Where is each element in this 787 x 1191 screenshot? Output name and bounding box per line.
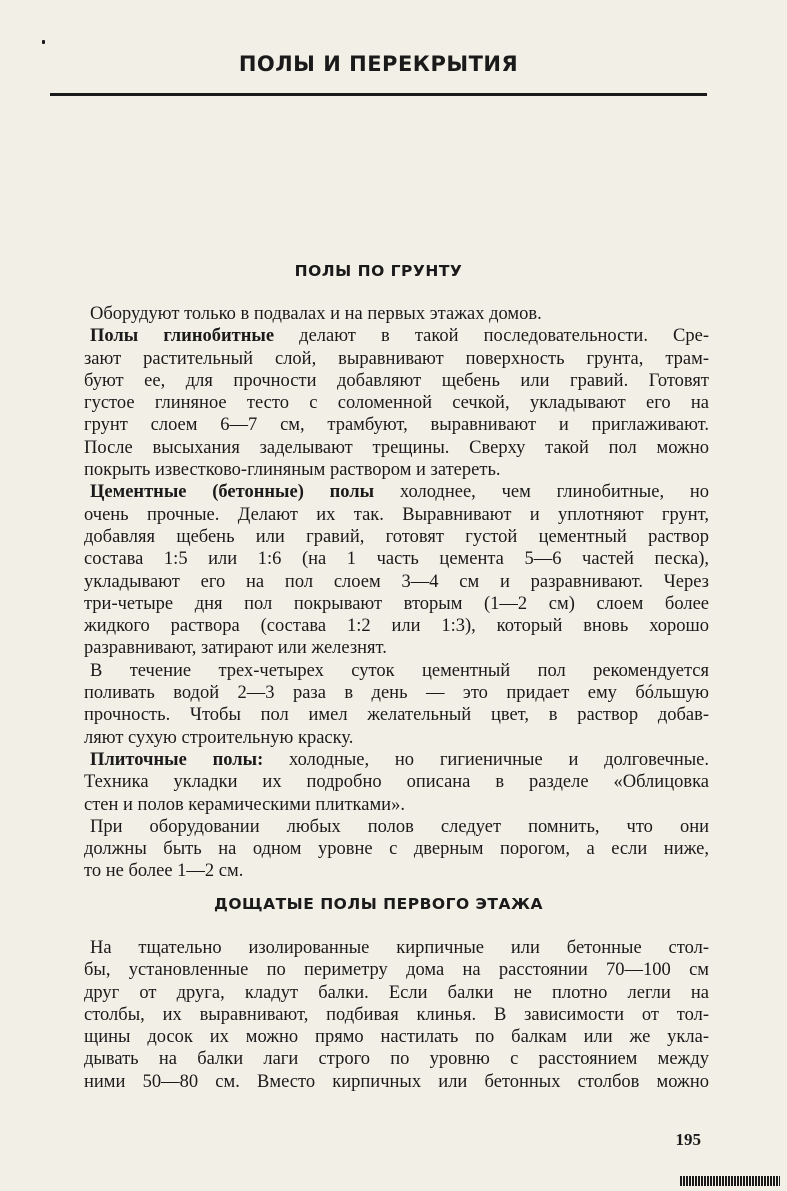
text-line: На тщательно изолированные кирпичные или бетонные стол- — [90, 938, 709, 958]
section-title-plank-floors: ДОЩАТЫЕ ПОЛЫ ПЕРВОГО ЭТАЖА — [214, 895, 543, 913]
text-line-rest: делают в такой последовательности. Сре- — [299, 326, 710, 347]
text-line: ляют сухую строительную краску. — [84, 727, 354, 748]
text-line: После высыхания заделывают трещины. Сверху такой пол можно — [84, 437, 709, 458]
text-line: состава 1:5 или 1:6 (на 1 часть цемента 5—6 частей песка), — [84, 549, 709, 570]
text-line: укладывают его на пол слоем 3—4 см и разравнивают. Через — [84, 571, 709, 592]
text-line — [84, 325, 709, 347]
text-line: то не более 1—2 см. — [84, 861, 244, 882]
text-line: ними 50—80 см. Вместо кирпичных или бетонных столбов можно — [84, 1071, 709, 1092]
section-body-plank-floors — [84, 937, 709, 1093]
text-line: бы, установленные по периметру дома на расстоянии 70—100 см — [84, 960, 709, 981]
print-speck — [42, 40, 45, 44]
bold-term: Полы глинобитные — [90, 326, 275, 347]
running-head: ПОЛЫ И ПЕРЕКРЫТИЯ — [238, 52, 519, 76]
text-line: При оборудовании любых полов следует помнить, что они — [90, 816, 709, 837]
text-line: друг от друга, кладут балки. Если балки не плотно легли на — [84, 982, 709, 1003]
text-line: жидкого раствора (состава 1:2 или 1:3), который вновь хорошо — [84, 616, 709, 637]
text-line: стен и полов керамическими плитками». — [84, 794, 405, 815]
text-line-rest: холоднее, чем глинобитные, но — [399, 482, 709, 503]
section-body-ground-floors — [84, 303, 709, 883]
text-line: столбы, их выравнивают, подбивая клинья. В зависимости от тол- — [84, 1004, 709, 1025]
text-line: прочность. Чтобы пол имел желательный цвет, в раствор добав- — [84, 705, 709, 726]
page-number: 195 — [675, 1130, 701, 1149]
text-line: В течение трех-четырех суток цементный пол рекомендуется — [90, 660, 709, 681]
text-line-rest: холодные, но гигиеничные и долговечные. — [289, 749, 710, 770]
text-line: должны быть на одном уровне с дверным порогом, а если ниже, — [84, 839, 709, 860]
text-line: щины досок их можно прямо настилать по балкам или же укла- — [84, 1027, 709, 1048]
text-line: три-четыре дня пол покрывают вторым (1—2 см) слоем более — [84, 593, 709, 614]
text-line: добавляя щебень или гравий, готовят густой цементный раствор — [84, 526, 709, 547]
text-line: грунт слоем 6—7 см, трамбуют, выравнивают и приглаживают. — [84, 415, 709, 436]
text-line: разравнивают, затирают или железнят. — [84, 638, 387, 659]
text-line: Техника укладки их подробно описана в разделе «Облицовка — [84, 772, 709, 793]
bold-term: Цементные (бетонные) полы — [90, 482, 375, 503]
text-line — [84, 481, 709, 503]
text-line: Оборудуют только в подвалах и на первых этажах домов. — [90, 304, 542, 324]
text-line — [84, 749, 709, 771]
bold-term: Плиточные полы: — [90, 749, 264, 770]
text-line: буют ее, для прочности добавляют щебень или гравий. Готовят — [84, 370, 709, 391]
header-rule — [50, 93, 707, 96]
text-line: очень прочные. Делают их так. Выравнивают и уплотняют грунт, — [84, 504, 709, 525]
text-line: дывать на балки лаги строго по уровню с расстоянием между — [84, 1049, 709, 1070]
bottom-rule — [680, 1176, 780, 1186]
text-line: поливать водой 2—3 раза в день — это придает ему бóльшую — [84, 683, 709, 704]
text-line: покрыть известково-глиняным раствором и затереть. — [84, 460, 501, 481]
text-line: зают растительный слой, выравнивают поверхность грунта, трам- — [84, 348, 709, 369]
text-line: густое глиняное тесто с соломенной сечкой, укладывают его на — [84, 393, 709, 414]
section-title-ground-floors: ПОЛЫ ПО ГРУНТУ — [294, 262, 463, 280]
